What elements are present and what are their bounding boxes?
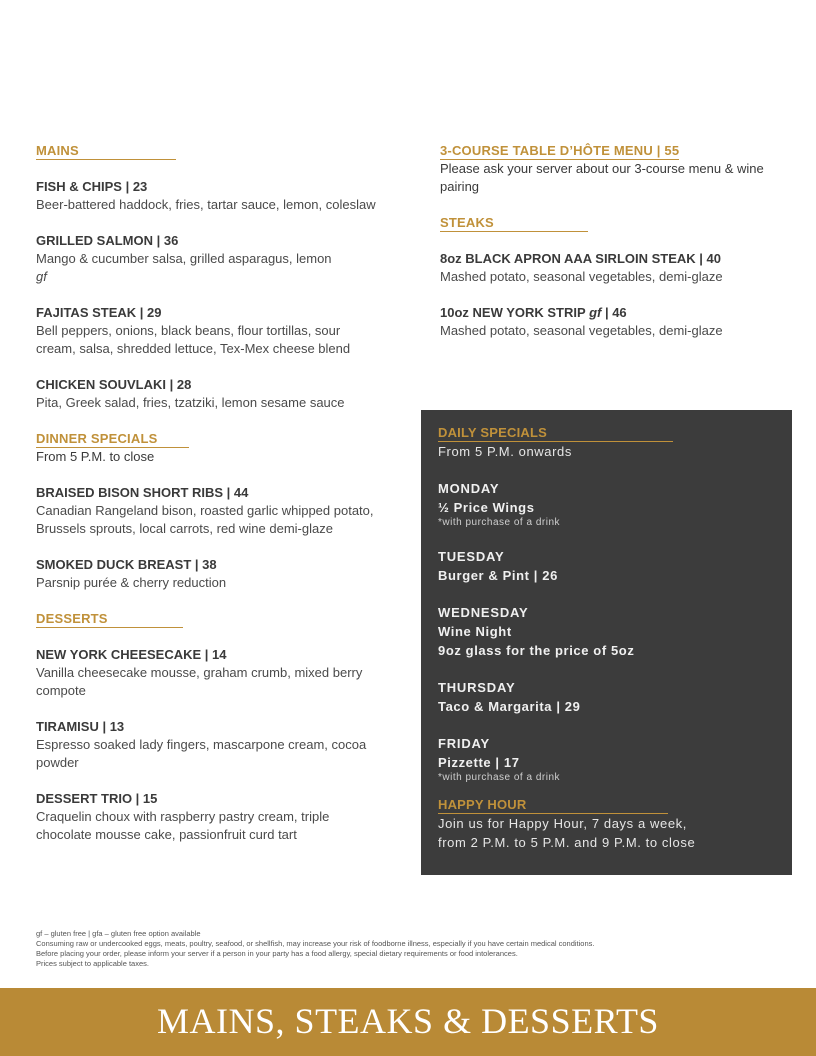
item-title: GRILLED SALMON | 36 <box>36 233 179 248</box>
menu-item <box>36 304 386 358</box>
mains-heading: MAINS <box>36 143 176 160</box>
steaks-section <box>440 214 780 232</box>
item-title: FAJITAS STEAK | 29 <box>36 305 162 320</box>
happy-hour-line: Join us for Happy Hour, 7 days a week, <box>438 816 687 831</box>
item-price: | 46 <box>601 305 627 320</box>
item-desc: Vanilla cheesecake mousse, graham crumb, mixed berry compote <box>36 665 363 698</box>
item-desc: Mango & cucumber salsa, grilled asparagus, lemon <box>36 251 332 266</box>
dinner-specials-heading: DINNER SPECIALS <box>36 431 189 448</box>
menu-item <box>36 178 386 214</box>
item-title: FISH & CHIPS | 23 <box>36 179 148 194</box>
gluten-free-note: gf <box>36 269 47 284</box>
day-name: WEDNESDAY <box>438 605 529 620</box>
menu-item <box>36 484 386 538</box>
day-special <box>438 603 778 660</box>
footnotes <box>36 929 796 969</box>
daily-specials-panel <box>421 410 792 875</box>
day-special <box>438 734 778 784</box>
table-dhote-section <box>440 142 780 196</box>
item-title <box>440 304 780 322</box>
item-desc: Bell peppers, onions, black beans, flour tortillas, sour cream, salsa, shredded lettuce, Tex-Mex cheese blend <box>36 323 351 356</box>
happy-hour-heading: HAPPY HOUR <box>438 797 668 814</box>
item-desc: Craquelin choux with raspberry pastry cream, triple chocolate mousse cake, passionfruit curd tart <box>36 809 330 842</box>
day-name: THURSDAY <box>438 680 516 695</box>
gluten-free-mark: gf <box>589 305 602 320</box>
item-title: SMOKED DUCK BREAST | 38 <box>36 557 217 572</box>
item-desc: Espresso soaked lady fingers, mascarpone cream, cocoa powder <box>36 737 367 770</box>
menu-item <box>36 376 386 412</box>
menu-item <box>36 232 386 286</box>
menu-item <box>36 556 386 592</box>
item-desc: Canadian Rangeland bison, roasted garlic whipped potato, Brussels sprouts, local carrots, red wine demi-glaze <box>36 503 374 536</box>
menu-item <box>440 304 780 340</box>
day-deal: ½ Price Wings <box>438 500 535 515</box>
item-desc: Mashed potato, seasonal vegetables, demi-glaze <box>440 269 723 284</box>
item-title: BRAISED BISON SHORT RIBS | 44 <box>36 485 249 500</box>
desserts-section <box>36 610 386 628</box>
item-title: DESSERT TRIO | 15 <box>36 791 158 806</box>
day-special <box>438 479 778 529</box>
day-name: MONDAY <box>438 481 500 496</box>
footer-title: MAINS, STEAKS & DESSERTS <box>157 1001 659 1041</box>
left-column <box>36 142 386 862</box>
happy-hour-line: from 2 P.M. to 5 P.M. and 9 P.M. to close <box>438 835 696 850</box>
menu-item <box>36 718 386 772</box>
day-special <box>438 678 778 716</box>
item-desc: Pita, Greek salad, fries, tzatziki, lemon sesame sauce <box>36 395 345 410</box>
footnote-line: Before placing your order, please inform your server if a person in your party has a food allergy, special dietary requirements or food intolerances. <box>36 949 518 958</box>
item-title: 8oz BLACK APRON AAA SIRLOIN STEAK | 40 <box>440 251 721 266</box>
item-desc: Beer-battered haddock, fries, tartar sauce, lemon, coleslaw <box>36 197 376 212</box>
day-deal: Pizzette | 17 <box>438 755 520 770</box>
item-title: TIRAMISU | 13 <box>36 719 125 734</box>
item-desc: Parsnip purée & cherry reduction <box>36 575 227 590</box>
menu-item <box>36 646 386 700</box>
day-name: FRIDAY <box>438 736 490 751</box>
footnote-line: Prices subject to applicable taxes. <box>36 959 149 968</box>
day-note: *with purchase of a drink <box>438 772 561 783</box>
footnote-line: gf – gluten free | gfa – gluten free option available <box>36 929 201 938</box>
day-note: *with purchase of a drink <box>438 517 561 528</box>
dinner-specials-subtitle: From 5 P.M. to close <box>36 449 155 464</box>
happy-hour-section <box>438 796 778 852</box>
right-column <box>440 142 780 358</box>
mains-section <box>36 142 386 160</box>
item-title: NEW YORK CHEESECAKE | 14 <box>36 647 227 662</box>
day-special <box>438 547 778 585</box>
dinner-specials-section <box>36 430 386 466</box>
desserts-heading: DESSERTS <box>36 611 183 628</box>
table-dhote-heading: 3-COURSE TABLE D’HÔTE MENU | 55 <box>440 143 680 158</box>
daily-specials-heading: DAILY SPECIALS <box>438 425 673 442</box>
daily-specials-subtitle: From 5 P.M. onwards <box>438 444 572 459</box>
day-deal: Taco & Margarita | 29 <box>438 699 581 714</box>
item-desc: Mashed potato, seasonal vegetables, demi-glaze <box>440 323 723 338</box>
day-deal-detail: 9oz glass for the price of 5oz <box>438 643 635 658</box>
table-dhote-text: Please ask your server about our 3-course menu & wine pairing <box>440 161 764 194</box>
day-deal: Wine Night <box>438 624 512 639</box>
menu-item <box>36 790 386 844</box>
steaks-heading: STEAKS <box>440 215 588 232</box>
day-deal: Burger & Pint | 26 <box>438 568 558 583</box>
footer-bar <box>0 988 816 1056</box>
footnote-line: Consuming raw or undercooked eggs, meats, poultry, seafood, or shellfish, may increase your risk of foodborne illness, especially if you have certain medical conditions. <box>36 939 595 948</box>
menu-item <box>440 250 780 286</box>
day-name: TUESDAY <box>438 549 505 564</box>
item-title: CHICKEN SOUVLAKI | 28 <box>36 377 192 392</box>
item-title-part: 10oz NEW YORK STRIP <box>440 305 590 320</box>
